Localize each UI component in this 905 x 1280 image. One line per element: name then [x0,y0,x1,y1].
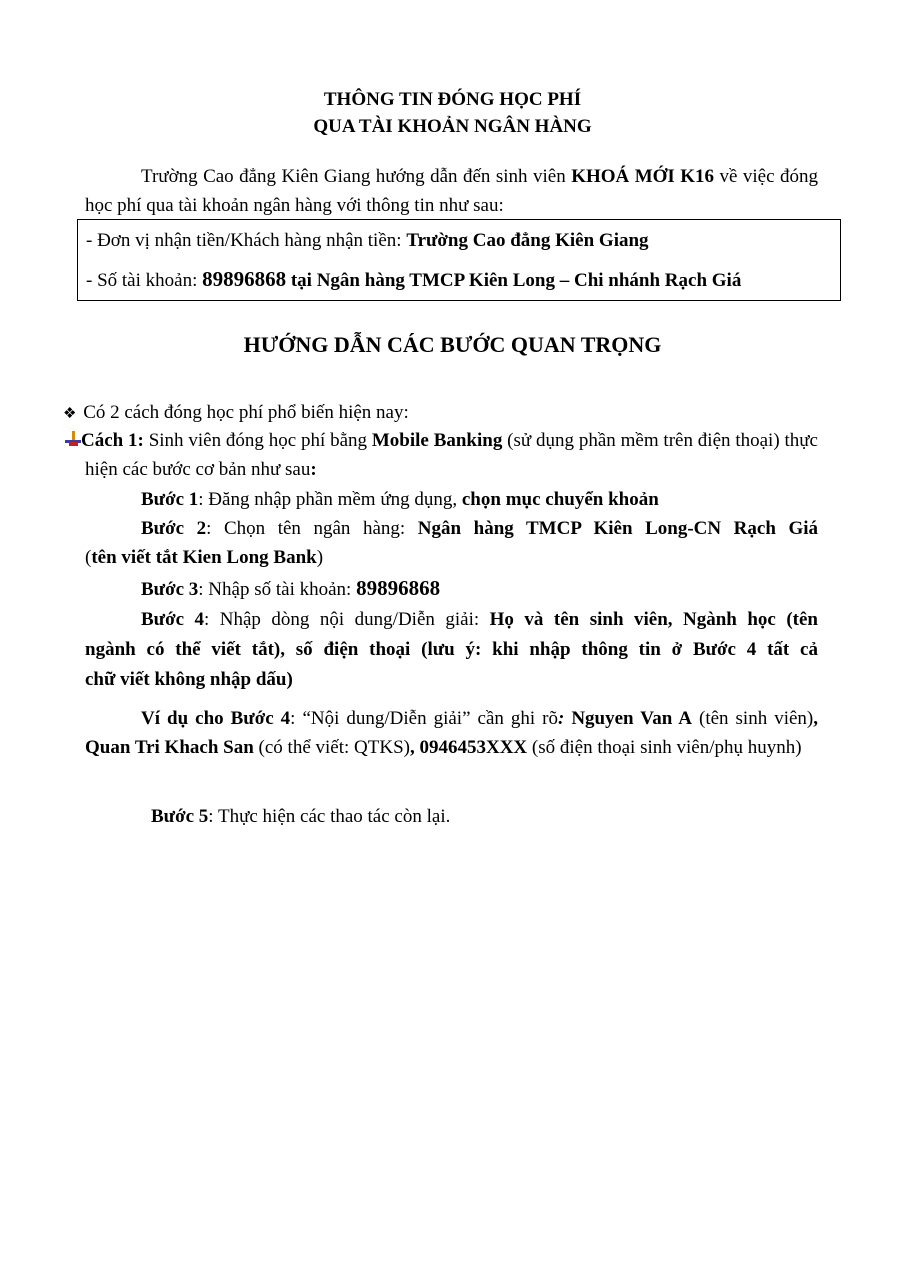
step5-label: Bước 5 [151,806,209,827]
intro-text-2: về việc đóng học phí qua tài khoản ngân hàng với thông tin như sau: [85,166,818,216]
step1-line [141,485,821,514]
step2-text: : Chọn tên ngân hàng: [206,518,418,539]
example-paragraph: Ví dụ cho Bước 4: “Nội dung/Diễn giải” cần ghi rõ: Nguyen Van A (tên sinh viên), Quan Tri Khach San (có thể viết: QTKS), 0946453XXX (số điện thoại sinh viên/phụ huynh) [85,708,818,758]
step2-label: Bước 2 [141,518,207,539]
step2-line [85,514,818,543]
account-label: - Số tài khoản: [86,270,203,291]
step3-account-number: 89896868 [356,576,441,600]
document-title-line2: QUA TÀI KHOẢN NGÂN HÀNG [313,116,592,137]
diamond-bullet-icon: ❖ [63,406,77,422]
account-info-box [77,219,841,301]
document-title-line1: THÔNG TIN ĐÓNG HỌC PHÍ [323,89,582,110]
receiver-value: Trường Cao đẳng Kiên Giang [406,230,649,251]
step1-bold: chọn mục chuyển khoản [461,489,659,510]
method1-label: Cách 1: [81,430,144,451]
step2-line-2: (tên viết tắt Kien Long Bank) [85,547,324,568]
bullet-line [63,398,823,429]
example-phone: 0946453XXX [419,737,528,758]
intro-bold-cohort: KHOÁ MỚI K16 [571,166,715,187]
method1-colon: : [310,459,317,480]
step4-line-2 [85,635,818,664]
example-name: Nguyen Van A [571,708,692,729]
account-number: 89896868 [202,267,287,291]
method1-bold: Mobile Banking [371,430,503,451]
account-line [86,267,741,292]
step2-bold: Ngân hàng TMCP Kiên Long-CN Rạch Giá [417,518,819,539]
step1-text: : Đăng nhập phần mềm ứng dụng, [198,489,462,510]
step4-bold-3: chữ viết không nhập dấu) [85,669,293,690]
step4-line-3 [85,665,818,694]
step4-bold-1: Họ và tên sinh viên, Ngành học (tên [489,609,818,630]
guide-heading: HƯỚNG DẪN CÁC BƯỚC QUAN TRỌNG [243,332,662,357]
step4-bold-2: ngành có thể viết tắt), số điện thoại (lưu ý: khi nhập thông tin ở Bước 4 tất cả [85,639,818,660]
step3-line [141,574,821,604]
receiver-line [86,230,649,252]
step5-text: : Thực hiện các thao tác còn lại. [208,806,451,827]
bank-name: tại Ngân hàng TMCP Kiên Long – Chi nhánh Rạch Giá [286,270,742,291]
intro-paragraph [85,162,818,220]
step1-label: Bước 1 [141,489,199,510]
bullet-text: Có 2 cách đóng học phí phổ biến hiện nay: [83,402,409,423]
receiver-label: - Đơn vị nhận tiền/Khách hàng nhận tiền: [86,230,407,251]
bank-short-name: tên viết tắt Kien Long Bank [91,547,317,568]
step3-label: Bước 3 [141,579,199,600]
example-major: Quan Tri Khach San [85,737,254,758]
method1-paragraph [81,426,818,484]
method1-text: Sinh viên đóng học phí bằng [143,430,372,451]
step5-line [151,802,821,831]
method1-text-2: (sử dụng phần mềm trên điện thoại) thực hiện các bước cơ bản như sau [85,430,818,480]
step4-line-1 [85,605,818,634]
example-label: Ví dụ cho Bước 4 [141,708,291,729]
intro-text: Trường Cao đẳng Kiên Giang hướng dẫn đến sinh viên [141,166,572,187]
step4-text: : Nhập dòng nội dung/Diễn giải: [204,609,490,630]
step4-label: Bước 4 [141,609,205,630]
arrow-bullet-icon [65,431,81,447]
step3-text: : Nhập số tài khoản: [198,579,357,600]
